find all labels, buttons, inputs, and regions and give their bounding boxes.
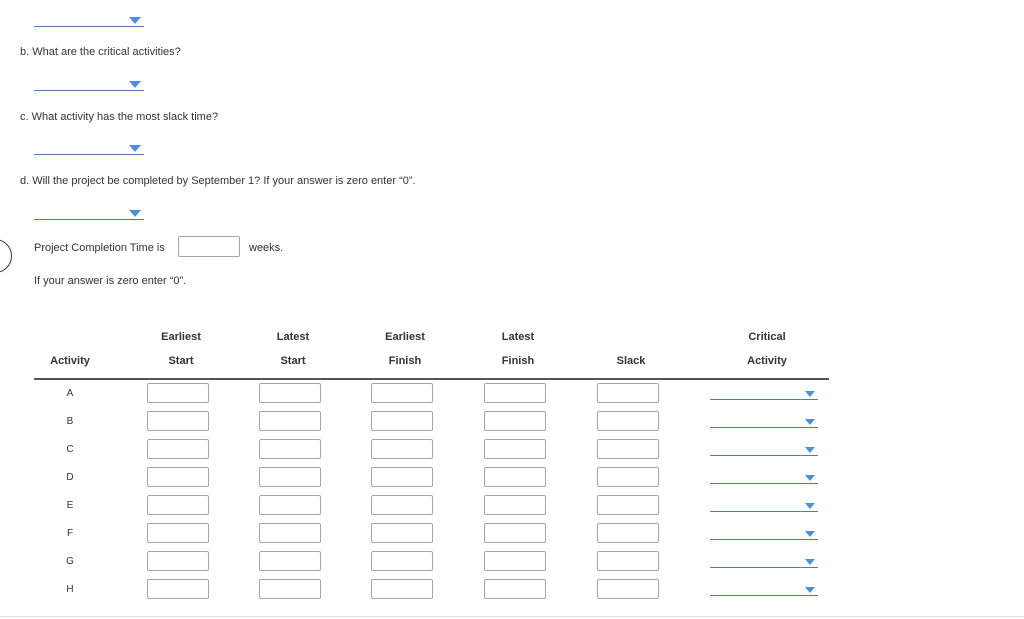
chevron-down-icon — [805, 447, 815, 453]
header-earliest-start-top: Earliest — [161, 331, 201, 343]
chevron-down-icon — [805, 531, 815, 537]
latest-finish-input[interactable] — [484, 439, 546, 459]
header-latest-start-top: Latest — [276, 331, 310, 343]
latest-start-input[interactable] — [259, 579, 321, 599]
activity-label: E — [66, 500, 74, 511]
answer-c-dropdown[interactable] — [34, 142, 144, 155]
chevron-down-icon — [805, 587, 815, 593]
question-c: c. What activity has the most slack time? — [20, 111, 219, 123]
critical-activity-dropdown[interactable] — [710, 583, 818, 596]
header-latest-start: Start — [280, 355, 306, 367]
completion-label: Project Completion Time is — [34, 242, 165, 254]
header-earliest-finish: Finish — [388, 355, 422, 367]
earliest-start-input[interactable] — [147, 551, 209, 571]
question-marker — [0, 239, 12, 273]
earliest-finish-input[interactable] — [371, 467, 433, 487]
header-critical-top: Critical — [748, 331, 786, 343]
earliest-finish-input[interactable] — [371, 523, 433, 543]
earliest-finish-input[interactable] — [371, 411, 433, 431]
earliest-finish-input[interactable] — [371, 579, 433, 599]
question-b: b. What are the critical activities? — [20, 46, 181, 58]
latest-finish-input[interactable] — [484, 495, 546, 515]
latest-start-input[interactable] — [259, 383, 321, 403]
latest-finish-input[interactable] — [484, 467, 546, 487]
chevron-down-icon — [805, 419, 815, 425]
header-latest-finish-top: Latest — [501, 331, 535, 343]
latest-start-input[interactable] — [259, 467, 321, 487]
earliest-start-input[interactable] — [147, 411, 209, 431]
critical-activity-dropdown[interactable] — [710, 387, 818, 400]
slack-input[interactable] — [597, 467, 659, 487]
completion-time-input[interactable] — [178, 236, 240, 257]
header-slack: Slack — [616, 355, 646, 367]
earliest-finish-input[interactable] — [371, 439, 433, 459]
latest-finish-input[interactable] — [484, 579, 546, 599]
critical-activity-dropdown[interactable] — [710, 527, 818, 540]
critical-activity-dropdown[interactable] — [710, 499, 818, 512]
latest-start-input[interactable] — [259, 411, 321, 431]
slack-input[interactable] — [597, 383, 659, 403]
slack-input[interactable] — [597, 439, 659, 459]
earliest-finish-input[interactable] — [371, 383, 433, 403]
completion-unit: weeks. — [249, 242, 284, 254]
slack-input[interactable] — [597, 495, 659, 515]
activity-label: D — [66, 472, 74, 483]
earliest-start-input[interactable] — [147, 467, 209, 487]
header-activity: Activity — [50, 355, 90, 367]
chevron-down-icon — [129, 81, 141, 88]
slack-input[interactable] — [597, 411, 659, 431]
slack-input[interactable] — [597, 579, 659, 599]
latest-start-input[interactable] — [259, 495, 321, 515]
critical-activity-dropdown[interactable] — [710, 471, 818, 484]
page-bottom-divider — [0, 616, 1024, 617]
chevron-down-icon — [129, 145, 141, 152]
chevron-down-icon — [129, 210, 141, 217]
slack-input[interactable] — [597, 523, 659, 543]
latest-start-input[interactable] — [259, 523, 321, 543]
question-d: d. Will the project be completed by September 1? If your answer is zero enter “0”. — [20, 175, 416, 187]
chevron-down-icon — [805, 475, 815, 481]
earliest-start-input[interactable] — [147, 523, 209, 543]
zero-note: If your answer is zero enter “0”. — [34, 275, 187, 287]
critical-activity-dropdown[interactable] — [710, 443, 818, 456]
answer-b-dropdown[interactable] — [34, 78, 144, 91]
critical-activity-dropdown[interactable] — [710, 555, 818, 568]
latest-finish-input[interactable] — [484, 551, 546, 571]
activity-label: G — [66, 556, 74, 567]
chevron-down-icon — [805, 503, 815, 509]
answer-d-dropdown[interactable] — [34, 207, 144, 220]
earliest-start-input[interactable] — [147, 495, 209, 515]
activity-label: B — [66, 416, 74, 427]
critical-activity-dropdown[interactable] — [710, 415, 818, 428]
chevron-down-icon — [805, 559, 815, 565]
latest-start-input[interactable] — [259, 439, 321, 459]
activity-label: H — [66, 584, 74, 595]
latest-finish-input[interactable] — [484, 523, 546, 543]
latest-finish-input[interactable] — [484, 411, 546, 431]
earliest-start-input[interactable] — [147, 439, 209, 459]
slack-input[interactable] — [597, 551, 659, 571]
earliest-finish-input[interactable] — [371, 551, 433, 571]
latest-start-input[interactable] — [259, 551, 321, 571]
header-earliest-start: Start — [168, 355, 194, 367]
chevron-down-icon — [129, 17, 141, 24]
answer-a-dropdown[interactable] — [34, 14, 144, 27]
earliest-start-input[interactable] — [147, 579, 209, 599]
activity-label: C — [66, 444, 74, 455]
header-critical-activity: Activity — [747, 355, 787, 367]
activity-label: A — [66, 388, 74, 399]
earliest-finish-input[interactable] — [371, 495, 433, 515]
chevron-down-icon — [805, 391, 815, 397]
latest-finish-input[interactable] — [484, 383, 546, 403]
header-earliest-finish-top: Earliest — [385, 331, 425, 343]
header-divider — [34, 378, 829, 380]
header-latest-finish: Finish — [501, 355, 535, 367]
earliest-start-input[interactable] — [147, 383, 209, 403]
activity-label: F — [66, 528, 74, 539]
